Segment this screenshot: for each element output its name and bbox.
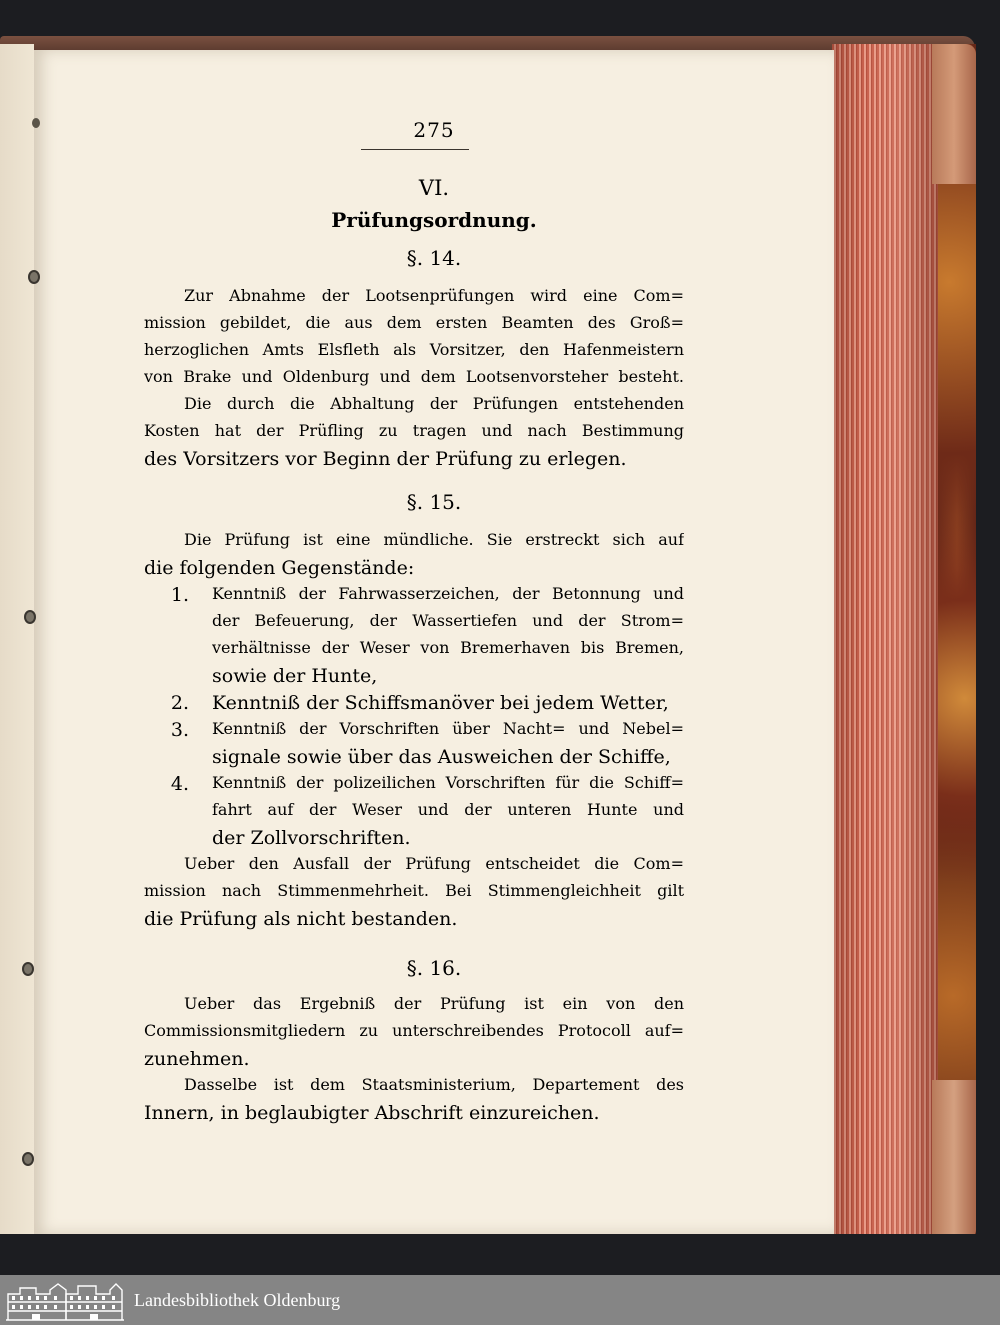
- text-line: Kosten hat der Prüfling zu tragen und nach Bestimmung: [144, 421, 684, 440]
- section-roman: VI.: [418, 176, 450, 200]
- library-building-icon: [6, 1280, 124, 1322]
- list-item-line: Kenntniß der polizeilichen Vorschriften für die Schiff=: [212, 773, 684, 792]
- text-line: Innern, in beglaubigter Abschrift einzureichen.: [144, 1102, 600, 1124]
- text-line: mission gebildet, die aus dem ersten Beamten des Groß=: [144, 313, 684, 332]
- page-edges-shade: [832, 44, 940, 1234]
- text-line: Dasselbe ist dem Staatsministerium, Departement des: [184, 1075, 684, 1094]
- binding-hole: [22, 962, 34, 976]
- book-page: [34, 50, 834, 1234]
- text-line: des Vorsitzers vor Beginn der Prüfung zu erlegen.: [144, 448, 627, 470]
- list-item-line: Kenntniß der Schiffsmanöver bei jedem Wetter,: [212, 692, 669, 714]
- leather-corner-top: [932, 44, 976, 184]
- marbled-cover: [938, 44, 976, 1234]
- leather-corner-bottom: [932, 1080, 976, 1240]
- list-item-line: verhältnisse der Weser von Bremerhaven bis Bremen,: [212, 638, 684, 657]
- paragraph-14-heading: §. 14.: [406, 246, 462, 270]
- binding-hole: [24, 610, 36, 624]
- paragraph-15-heading: §. 15.: [406, 490, 462, 514]
- binding-hole: [28, 270, 40, 284]
- list-item-line: Kenntniß der Vorschriften über Nacht= und Nebel=: [212, 719, 684, 738]
- list-number: 1.: [170, 584, 189, 606]
- text-line: Ueber das Ergebniß der Prüfung ist ein von den: [184, 994, 684, 1013]
- list-item-line: der Zollvorschriften.: [212, 827, 411, 849]
- text-line: herzoglichen Amts Elsfleth als Vorsitzer, den Hafenmeistern: [144, 340, 684, 359]
- text-line: Zur Abnahme der Lootsenprüfungen wird eine Com=: [184, 286, 684, 305]
- list-number: 2.: [170, 692, 189, 714]
- text-line: die folgenden Gegenstände:: [144, 557, 415, 579]
- list-item-line: fahrt auf der Weser und der unteren Hunte und: [212, 800, 684, 819]
- binding-hole: [22, 1152, 34, 1166]
- text-line: Commissionsmitgliedern zu unterschreibendes Protocoll auf=: [144, 1021, 684, 1040]
- text-line: zunehmen.: [144, 1048, 250, 1070]
- text-line: Die durch die Abhaltung der Prüfungen entstehenden: [184, 394, 684, 413]
- list-number: 4.: [170, 773, 189, 795]
- list-item-line: der Befeuerung, der Wassertiefen und der Strom=: [212, 611, 684, 630]
- left-page-edge: [0, 44, 34, 1234]
- text-line: von Brake und Oldenburg und dem Lootsenvorsteher besteht.: [144, 367, 684, 386]
- list-number: 3.: [170, 719, 189, 741]
- page-number: 275: [413, 118, 455, 142]
- text-line: Die Prüfung ist eine mündliche. Sie erstreckt sich auf: [184, 530, 684, 549]
- paragraph-16-heading: §. 16.: [406, 956, 462, 980]
- scan-background-bottom: [0, 1234, 1000, 1275]
- page-number-rule: [361, 149, 469, 150]
- list-item-line: sowie der Hunte,: [212, 665, 378, 687]
- library-name: Landesbibliothek Oldenburg: [134, 1290, 341, 1310]
- text-line: die Prüfung als nicht bestanden.: [144, 908, 458, 930]
- binding-hole: [32, 118, 40, 128]
- section-title: Prüfungsordnung.: [331, 208, 537, 232]
- text-line: mission nach Stimmenmehrheit. Bei Stimmengleichheit gilt: [144, 881, 684, 900]
- list-item-line: signale sowie über das Ausweichen der Schiffe,: [212, 746, 671, 768]
- text-line: Ueber den Ausfall der Prüfung entscheidet die Com=: [184, 854, 684, 873]
- list-item-line: Kenntniß der Fahrwasserzeichen, der Betonnung und: [212, 584, 684, 603]
